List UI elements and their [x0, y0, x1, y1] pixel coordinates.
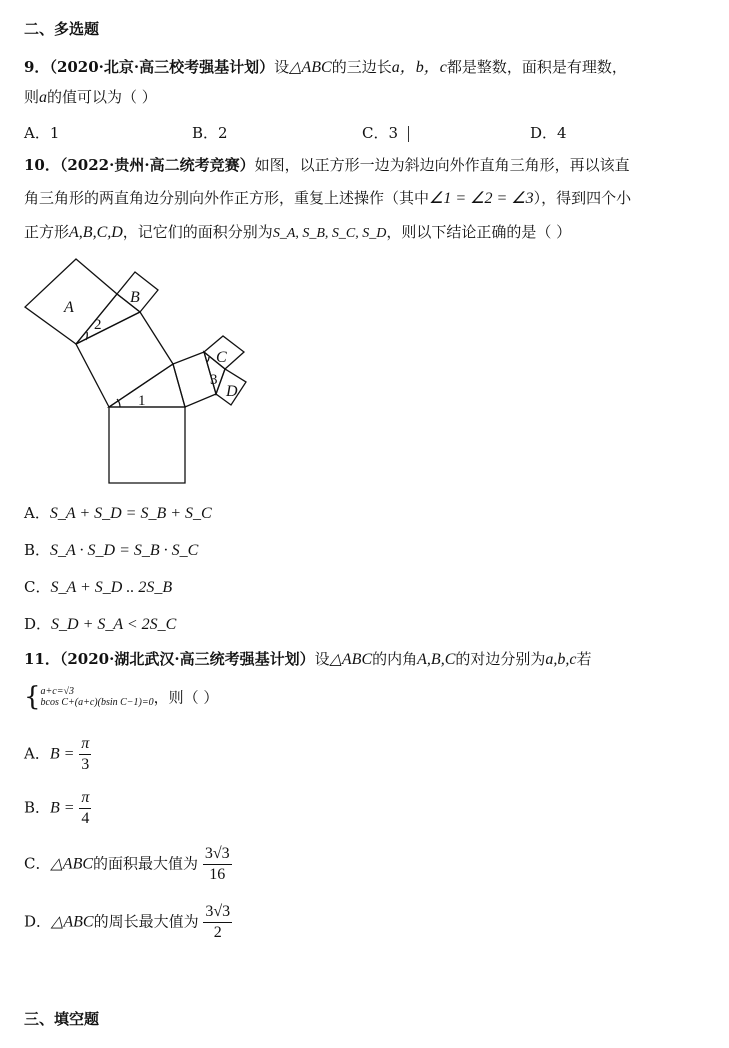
option-prefix: C．	[24, 854, 51, 873]
option-prefix: A．	[24, 744, 50, 763]
area-names: S_A, S_B, S_C, S_D	[272, 226, 387, 241]
square-names: A,B,C,D	[69, 224, 123, 241]
option-lhs: B =	[49, 745, 75, 763]
option-prefix: C．	[24, 578, 51, 596]
text: 若	[576, 650, 592, 668]
triangle-symbol: △ABC	[289, 59, 332, 76]
q11-option-a[interactable]	[24, 734, 91, 775]
option-text: 的周长最大值为	[93, 912, 199, 931]
question-10-line2	[24, 187, 631, 208]
system-eq-2: bcos C+(a+c)(bsin C−1)=0	[40, 697, 154, 708]
angle-label-2: 2	[94, 317, 102, 333]
option-prefix: B．	[24, 798, 51, 817]
bottom-square	[109, 407, 185, 483]
option-prefix: D．	[24, 912, 52, 931]
text: 设	[314, 650, 330, 668]
denominator: 3	[81, 756, 90, 773]
q9-option-c[interactable]	[362, 122, 409, 143]
fraction	[203, 844, 232, 885]
question-source: （2020·北京·高三校考强基计划）	[49, 58, 275, 76]
label-c: C	[216, 349, 227, 366]
option-expr: S_A + S_D .. 2S_B	[50, 579, 173, 596]
option-text: 的面积最大值为	[93, 854, 199, 873]
q10-option-c[interactable]	[24, 576, 172, 597]
option-expr: S_D + S_A < 2S_C	[51, 616, 177, 633]
angle-label-3: 3	[210, 372, 218, 388]
q10-option-b[interactable]	[24, 539, 198, 560]
q9-option-d[interactable]: D．4	[530, 124, 567, 142]
question-source: （2022·贵州·高二统考竞赛）	[59, 156, 255, 174]
question-number: 9．	[24, 58, 50, 76]
question-9-line1	[24, 54, 627, 77]
question-11-line1	[24, 648, 592, 669]
angle-label-1: 1	[138, 393, 146, 409]
brace-icon: {	[24, 682, 41, 712]
option-lhs: B =	[50, 799, 75, 817]
option-prefix: A．	[24, 504, 50, 522]
question-11-system	[24, 684, 218, 710]
label-a: A	[64, 299, 74, 316]
text: 的三边长	[331, 58, 392, 76]
text: 如图，以正方形一边为斜边向外作直角三角形，再以该直	[254, 156, 630, 174]
side-names: a,b,c	[545, 651, 577, 668]
q11-option-b[interactable]	[24, 788, 91, 829]
denominator: 2	[213, 924, 222, 941]
numerator: 3√3	[203, 902, 232, 923]
text: 则	[24, 88, 40, 106]
fraction	[203, 902, 232, 943]
text: ，记它们的面积分别为	[122, 223, 273, 241]
option-expr: S_A + S_D = S_B + S_C	[49, 505, 212, 522]
text: 的值可以为（ ）	[47, 88, 157, 106]
option-label: C．3	[362, 124, 399, 142]
q10-option-d[interactable]	[24, 613, 176, 634]
text: 的对边分别为	[455, 650, 546, 668]
angle-names: A,B,C	[417, 651, 456, 668]
option-prefix: D．	[24, 615, 52, 633]
text: ，则以下结论正确的是（ ）	[386, 223, 572, 241]
question-number: 10．	[24, 156, 60, 174]
text: 的内角	[372, 650, 418, 668]
text: 角三角形的两直角边分别向外作正方形，重复上述操作（其中	[24, 189, 430, 207]
text-cursor-icon	[408, 126, 409, 142]
q11-option-d[interactable]	[24, 902, 232, 943]
fraction	[79, 734, 91, 775]
q9-option-a[interactable]: A．1	[24, 124, 60, 142]
question-9-line2	[24, 86, 157, 107]
math-vars: a，b，c	[391, 59, 447, 76]
system-eq-1: a+c=√3	[40, 686, 74, 697]
numerator: π	[79, 734, 91, 755]
text: 设	[274, 58, 290, 76]
q10-option-a[interactable]	[24, 502, 212, 523]
section-title-fill-blank: 三、填空题	[24, 1010, 100, 1028]
text: 正方形	[24, 223, 70, 241]
numerator: π	[79, 788, 91, 809]
triangle-symbol: △ABC	[51, 913, 94, 931]
angle-equation: ∠1 = ∠2 = ∠3	[429, 190, 534, 207]
triangle-symbol: △ABC	[329, 651, 373, 668]
text: ），得到四个小	[533, 189, 632, 207]
section-title-multi-choice: 二、多选题	[24, 20, 100, 38]
fraction	[79, 788, 91, 829]
question-10-line1	[24, 154, 630, 175]
question-source: （2020·湖北武汉·高三统考强基计划）	[59, 650, 315, 668]
text: ，则（ ）	[153, 688, 219, 707]
numerator: 3√3	[203, 844, 232, 865]
option-expr: S_A · S_D = S_B · S_C	[50, 542, 199, 559]
text: 都是整数，面积是有理数，	[446, 58, 627, 76]
label-b: B	[130, 289, 140, 306]
question-number: 11．	[24, 650, 60, 668]
triangle-symbol: △ABC	[50, 855, 94, 873]
option-prefix: B．	[24, 541, 51, 559]
pythagoras-tree-figure	[20, 252, 260, 492]
q11-option-c[interactable]	[24, 844, 232, 885]
math-var: a	[39, 89, 48, 106]
denominator: 16	[209, 866, 226, 883]
question-10-line3	[24, 221, 571, 242]
label-d: D	[226, 383, 238, 400]
q9-option-b[interactable]: B．2	[192, 124, 228, 142]
denominator: 4	[81, 810, 90, 827]
